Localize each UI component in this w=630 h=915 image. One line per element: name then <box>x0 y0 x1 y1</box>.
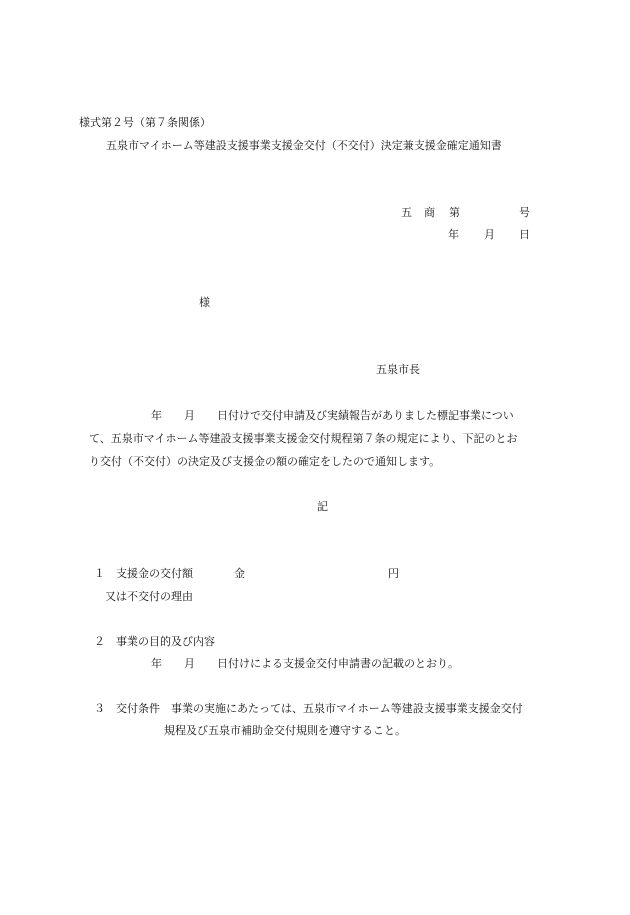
item-label: ２ 事業の目的及び内容 <box>94 635 215 648</box>
item-sublabel: 又は不交付の理由 <box>105 590 193 603</box>
item-label: １ 支援金の交付額 <box>94 567 193 580</box>
doc-no-part: 商 <box>424 206 435 219</box>
doc-no-part: 号 <box>519 206 530 219</box>
body-line: り交付（不交付）の決定及び支援金の額の確定をしたので通知します。 <box>89 455 441 468</box>
amount-yen: 円 <box>388 567 399 580</box>
item-label: ３ 交付条件 事業の実施にあたっては、五泉市マイホーム等建設支援事業支援金交付 <box>94 702 523 715</box>
date-part: 年 <box>448 228 459 241</box>
doc-no-part: 第 <box>449 206 460 219</box>
body-line: 年 月 日付けで交付申請及び実績報告がありました標記事業につい <box>151 409 514 422</box>
doc-no-part: 五 <box>401 206 412 219</box>
document-title: 五泉市マイホーム等建設支援事業支援金交付（不交付）決定兼支援金確定通知書 <box>106 139 502 152</box>
date-part: 月 <box>484 228 495 241</box>
item-detail: 規程及び五泉市補助金交付規則を遵守すること。 <box>164 724 406 737</box>
item-detail: 年 月 日付けによる支援金交付申請書の記載のとおり。 <box>151 657 459 670</box>
amount-kin: 金 <box>234 567 245 580</box>
date-part: 日 <box>519 228 530 241</box>
recipient-honorific: 様 <box>199 296 210 309</box>
form-number: 様式第２号（第７条関係） <box>79 116 211 129</box>
issuer-name: 五泉市長 <box>376 363 420 376</box>
ki-heading: 記 <box>317 500 328 513</box>
body-line: て、五泉市マイホーム等建設支援事業支援金交付規程第７条の規定により、下記のとお <box>89 432 518 445</box>
